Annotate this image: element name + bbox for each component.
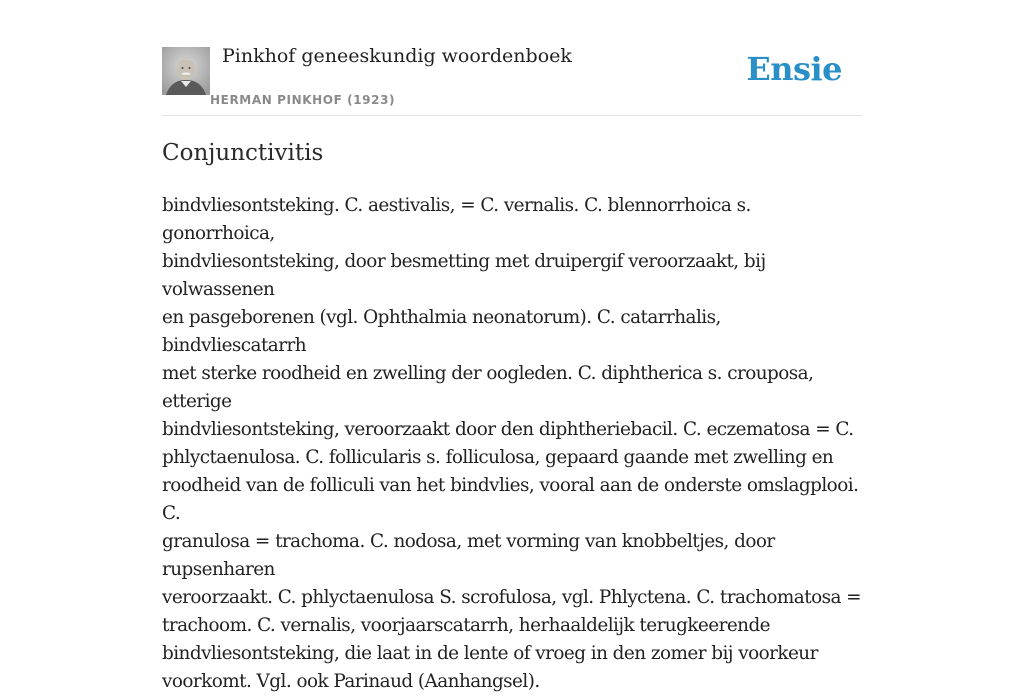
definition-line: trachoom. C. vernalis, voorjaarscatarrh, herhaaldelijk terugkeerende (162, 615, 771, 636)
entry-definition (162, 192, 862, 696)
book-title-link[interactable]: Pinkhof geneeskundig woordenboek (222, 45, 572, 67)
definition-line: veroorzaakt. C. phlyctaenulosa S. scrofulosa, vgl. Phlyctena. C. trachomatosa = (162, 587, 862, 608)
ensie-logo-link[interactable]: Ensie (746, 50, 842, 88)
definition-line: bindvliesontsteking, veroorzaakt door den diphtheriebacil. C. eczematosa = C. (162, 419, 854, 440)
definition-line: bindvliesontsteking, door besmetting met druipergif veroorzaakt, bij volwassenen (162, 251, 766, 300)
author-label: HERMAN PINKHOF (1923) (210, 93, 396, 107)
definition-line: phlyctaenulosa. C. follicularis s. folliculosa, gepaard gaande met zwelling en (162, 447, 834, 468)
definition-line: bindvliesontsteking, die laat in de lente of vroeg in den zomer bij voorkeur (162, 643, 818, 664)
definition-line: bindvliesontsteking. C. aestivalis, = C. vernalis. C. blennorrhoica s. gonorrhoica, (162, 195, 751, 244)
entry-title: Conjunctivitis (162, 140, 324, 166)
definition-line: met sterke roodheid en zwelling der oogleden. C. diphtherica s. crouposa, etterige (162, 363, 814, 412)
author-avatar (162, 47, 210, 95)
author-portrait-icon (162, 47, 210, 95)
definition-line: granulosa = trachoma. C. nodosa, met vorming van knobbeltjes, door rupsenharen (162, 531, 775, 580)
dictionary-header (162, 0, 862, 116)
definition-line: voorkomt. Vgl. ook Parinaud (Aanhangsel). (162, 671, 540, 692)
definition-line: roodheid van de folliculi van het bindvlies, vooral aan de onderste omslagplooi. C. (162, 475, 859, 524)
definition-line: en pasgeborenen (vgl. Ophthalmia neonatorum). C. catarrhalis, bindvliescatarrh (162, 307, 721, 356)
